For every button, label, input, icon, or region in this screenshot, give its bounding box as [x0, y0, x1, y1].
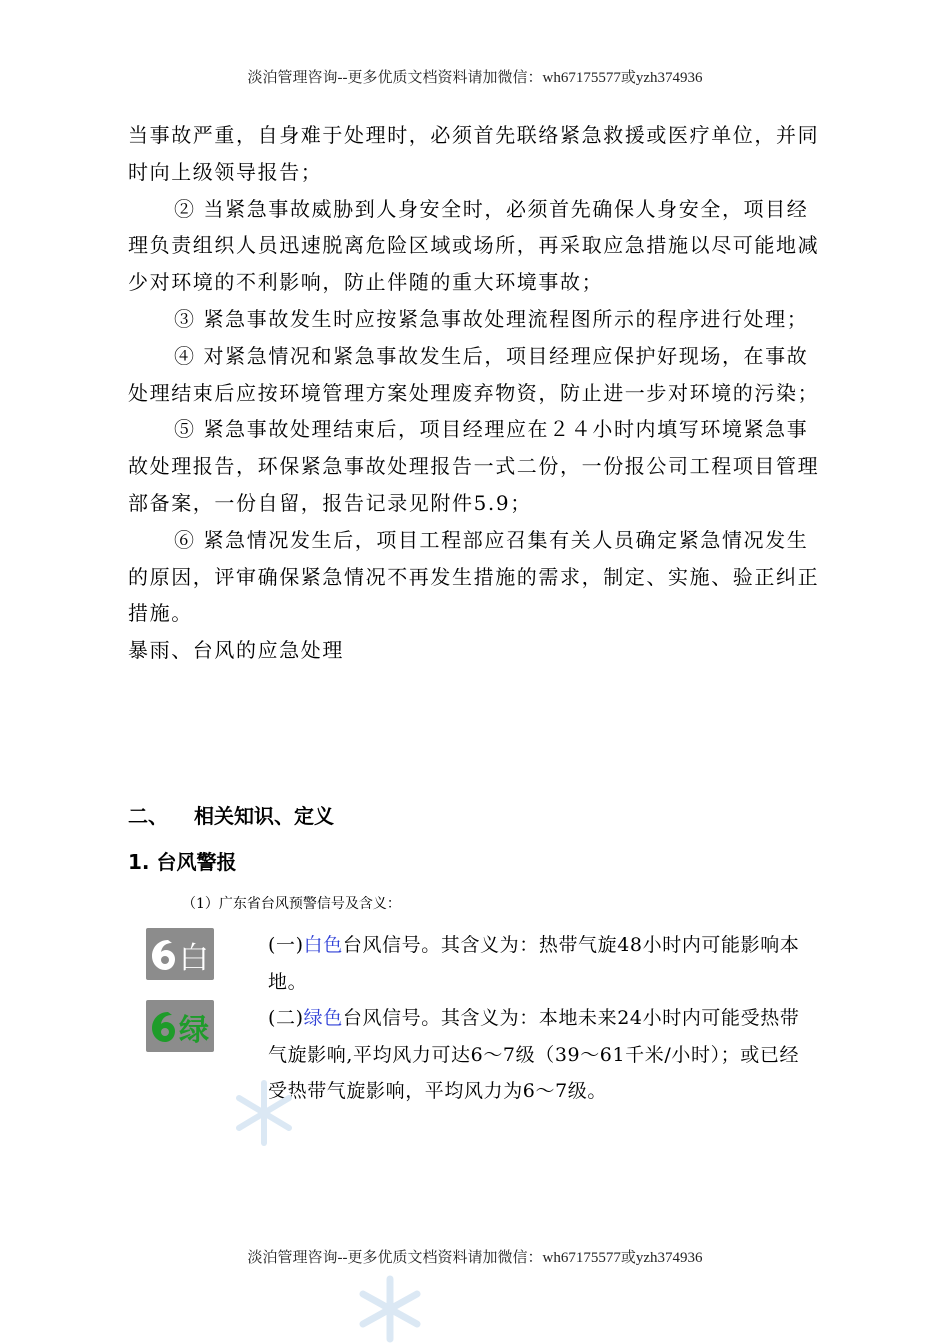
paragraph: ④ 对紧急情况和紧急事故发生后，项目经理应保护好现场，在事故处理结束后应按环境管理方案处理废弃物资，防止进一步对环境的污染；: [128, 343, 820, 405]
signal-prefix: (二): [268, 1007, 304, 1029]
paragraph: 当事故严重，自身难于处理时，必须首先联络紧急救援或医疗单位，并同时向上级领导报告；: [128, 123, 820, 184]
paragraph: ③ 紧急事故发生时应按紧急事故处理流程图所示的程序进行处理；: [174, 306, 809, 331]
section-heading-2: [128, 800, 334, 829]
snowflake-watermark-icon: [355, 1274, 425, 1344]
signal-color-word: 绿色: [303, 1007, 343, 1029]
typhoon-signal-list: [268, 927, 808, 1110]
snowflake-watermark-icon: [234, 1078, 294, 1148]
paragraph: ⑤ 紧急事故处理结束后，项目经理应在２４小时内填写环境紧急事故处理报告，环保紧急事故处理报告一式二份，一份报公司工程项目管理部备案，一份自留，报告记录见附件5.9；: [128, 417, 820, 515]
section-heading-1: [128, 846, 236, 875]
body-text: [128, 117, 828, 669]
subheading: （1）广东省台风预警信号及含义：: [182, 896, 401, 912]
section-title: 台风警报: [156, 850, 237, 874]
signal-description: [268, 1000, 808, 1110]
page-header: 淡泊管理咨询--更多优质文档资料请加微信：wh67175577或yzh374936: [247, 70, 703, 86]
typhoon-white-signal-icon: [146, 928, 214, 980]
signal-meaning: 台风信号。其含义为：本地未来24小时内可能受热带气旋影响,平均风力可达6～7级（39～61千米/小时）；或已经受热带气旋影响，平均风力为6～7级。: [268, 1007, 800, 1102]
section-title: 相关知识、定义: [194, 804, 334, 828]
page-footer: 淡泊管理咨询--更多优质文档资料请加微信：wh67175577或yzh374936: [247, 1250, 703, 1266]
section-number: 二、: [128, 804, 168, 828]
typhoon-green-signal-icon: [146, 1000, 214, 1052]
paragraph: ② 当紧急事故威胁到人身安全时，必须首先确保人身安全，项目经理负责组织人员迅速脱离危险区域或场所，再采取应急措施以尽可能地减少对环境的不利影响，防止伴随的重大环境事故；: [128, 196, 820, 295]
section-number: 1.: [128, 850, 150, 874]
signal-description: [268, 927, 808, 1000]
signal-meaning: 台风信号。其含义为：热带气旋48小时内可能影响本地。: [268, 934, 800, 993]
signal-icon-label: 绿: [179, 1013, 209, 1048]
paragraph: 暴雨、台风的应急处理: [128, 638, 344, 663]
signal-icon-label: 白: [179, 941, 209, 976]
signal-color-word: 白色: [303, 934, 343, 956]
signal-prefix: (一): [268, 934, 304, 956]
paragraph: ⑥ 紧急情况发生后，项目工程部应召集有关人员确定紧急情况发生的原因，评审确保紧急情况不再发生措施的需求，制定、实施、验正纠正措施。: [128, 527, 820, 626]
